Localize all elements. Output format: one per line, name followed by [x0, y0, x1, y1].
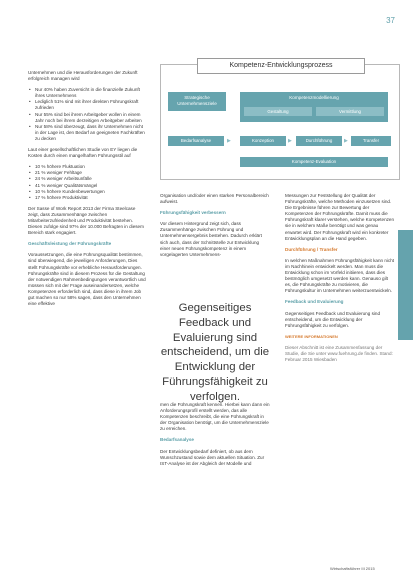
paragraph: Der Sasse of Work Report 2013 der Firma Steelcase zeigt, dass Zusammenhänge zwischen Mitarbeiterzufriedenheit und Produktivität bestehen. Diesen zufolge sind 97% der 10.000 Befragten in diesem Bereich stark engagiert. [28, 205, 144, 236]
info-heading: WEITERE INFORMATIONEN [285, 333, 338, 339]
pull-quote: Gegenseitiges Feedback und Evaluierung sind entscheidend, um die Entwicklung der Führungsfähigkeit zu verfolgen. [160, 302, 270, 403]
evaluation-box: Kompetenz-Evaluation [240, 157, 388, 167]
arrow-right-icon: ▶ [288, 138, 292, 144]
list-item: • Nur 55% sind bei ihrem Arbeitgeber wollen in einem Jahr noch bei ihrem derzeitigen Arbeitgeber arbeiten [28, 112, 146, 124]
list-item: • 10 % höhere Fluktuation [28, 164, 146, 170]
mediation-box: Vermittlung [316, 107, 384, 116]
list-item: • 41 % weniger Qualitätsmängel [28, 183, 146, 189]
paragraph: In welchen Maßnahmen Führungsfähigkeit kann nicht im Nachhinein entwickelt werden. Man muss die Entwicklung schon im Vorfeld initiieren, dass dies bestmöglich umgesetzt werden kann. Genauso gilt es, die Führungskräfte zu motivieren, die Führungskultur im Unternehmen weiterzuentwickeln. [285, 257, 395, 294]
needs-analysis-box: Bedarfsanalyse [168, 136, 224, 146]
section-heading: Geschäftsleistung der Führungskräfte [28, 241, 112, 247]
stats-list-1 [28, 87, 146, 142]
intro-text: Unternehmen und die Herausforderungen der Zukunft erfolgreich managen wird [28, 70, 138, 82]
paragraph: Messungen zur Feststellung der Qualität der Führungskräfte, welche Methoden einzusetzen sind. Die Ergebnisse führen zur Bewertung der Kompetenzen der Führungskräfte. Damit muss die Führungskraft klarer verstehen, welche Kompetenzen sie in welchem Maße benötigt und was genau erwartet wird. Der Führungskraft wird ein konkreter Entwicklungsplan an die Hand gegeben. [285, 193, 395, 241]
execution-box: Durchführung [296, 136, 342, 146]
list-item: • 21 % weniger Fehltage [28, 170, 146, 176]
column-3 [285, 193, 395, 368]
list-item: • 10 % höhere Kundenbewertungen [28, 189, 146, 195]
section-heading: Führungsfähigkeit verbessern [160, 210, 226, 216]
list-item: • Nur 40% haben Zuversicht in die finanzielle Zukunft ihres Unternehmens [28, 87, 146, 99]
list-item: • Nur 58% sind überzeugt, dass ihr Unternehmen nicht in der Lage ist, den Bedarf an geeigneten Fachkräften zu decken [28, 124, 146, 142]
paragraph: Der Entwicklungsbedarf definiert, ob aus dem Wunschzustand sowie dem aktuellen Situation. Zur IST-Analyse ist der Abgleich der Modelle und [160, 448, 265, 466]
concept-box: Konzeption [240, 136, 286, 146]
paragraph: men die Führungskraft kennen. Hierbei kann dann ein Anforderungsprofil erstellt werden, das alle Kompetenzen beschreibt, die eine Führungskraft in der Organisation benötigt, um die Unternehmensziele zu erreichen. [160, 402, 270, 432]
paragraph: Organisation und/oder einen starken Personalbereich aufweist. [160, 193, 269, 205]
column-1 [28, 70, 146, 312]
paragraph: Gegenseitiges Feedback und Evaluierung sind entscheidend, um die Entwicklung der Führungsfähigkeit zu verfolgen. [285, 310, 380, 328]
edge-tab [398, 230, 413, 340]
list-item: • 24 % weniger Arbeitsunfälle [28, 176, 146, 182]
page-number: 37 [386, 16, 395, 25]
paragraph: Vor diesem Hintergrund zeigt sich, dass Zusammenhänge zwischen Führung und Unternehmensergebnis bestehen. Dadurch erklärt sich auch, dass der Schnittstelle zur Entwicklung einer neuen Führungskompetenz in einem vorgelagerten Unternehmens- [160, 221, 262, 257]
paragraph: Voraussetzungen, die eine Führungsqualität bestimmen, sind überwiegend, die jeweiligen Anforderungen, Dies stellt Führungskräfte vor erhebliche Herausforderungen. Führungskräfte sind in diesem Prozess für die Gestaltung der notwendigen Rahmenbedingungen verantwortlich und müssen sich mit der Frage auseinandersetzen, welche Kompetenzen erforderlich sind, dass diese in ihrem Job gut machen so nur 58% sagen, dass den Unternehmen eine effektive [28, 252, 146, 307]
list-item: • 17 % höhere Produktivität [28, 195, 146, 201]
competency-diagram [160, 64, 400, 180]
modelling-label: Kompetenzmodellierung [289, 95, 339, 100]
section-heading: Feedback und Evaluierung [285, 299, 344, 305]
arrow-right-icon: ▶ [227, 138, 231, 144]
column-2-bottom [160, 402, 270, 472]
page-footer: Wirtschaftsführer III 2015 [330, 566, 375, 571]
paragraph: Laut einer gesellschaftlichen Studie von EY liegen die Kosten durch einen mangelhaften Führungsstil auf [28, 147, 138, 159]
arrow-right-icon: ▶ [344, 138, 348, 144]
modelling-box [240, 92, 388, 122]
info-note: Dieser Abschnitt ist eine Zusammenfassung der Studie, die Sie unter www.fuehrung.de finden. Stand: Februar 2015 Wiesbaden [285, 344, 393, 363]
section-heading: Bedarfsanalyse [160, 437, 194, 443]
list-item: • Lediglich 51% sind mit ihrer direkten Führungskraft zufrieden [28, 99, 146, 111]
diagram-title: Kompetenz-Entwicklungsprozess [197, 58, 365, 74]
section-heading: Durchführung / Transfer [285, 246, 338, 252]
strategy-box: Strategische Unternehmensziele [168, 92, 226, 111]
design-box: Gestaltung [244, 107, 312, 116]
stats-list-2 [28, 164, 146, 201]
column-2-top [160, 193, 270, 263]
transfer-box: Transfer [351, 136, 391, 146]
